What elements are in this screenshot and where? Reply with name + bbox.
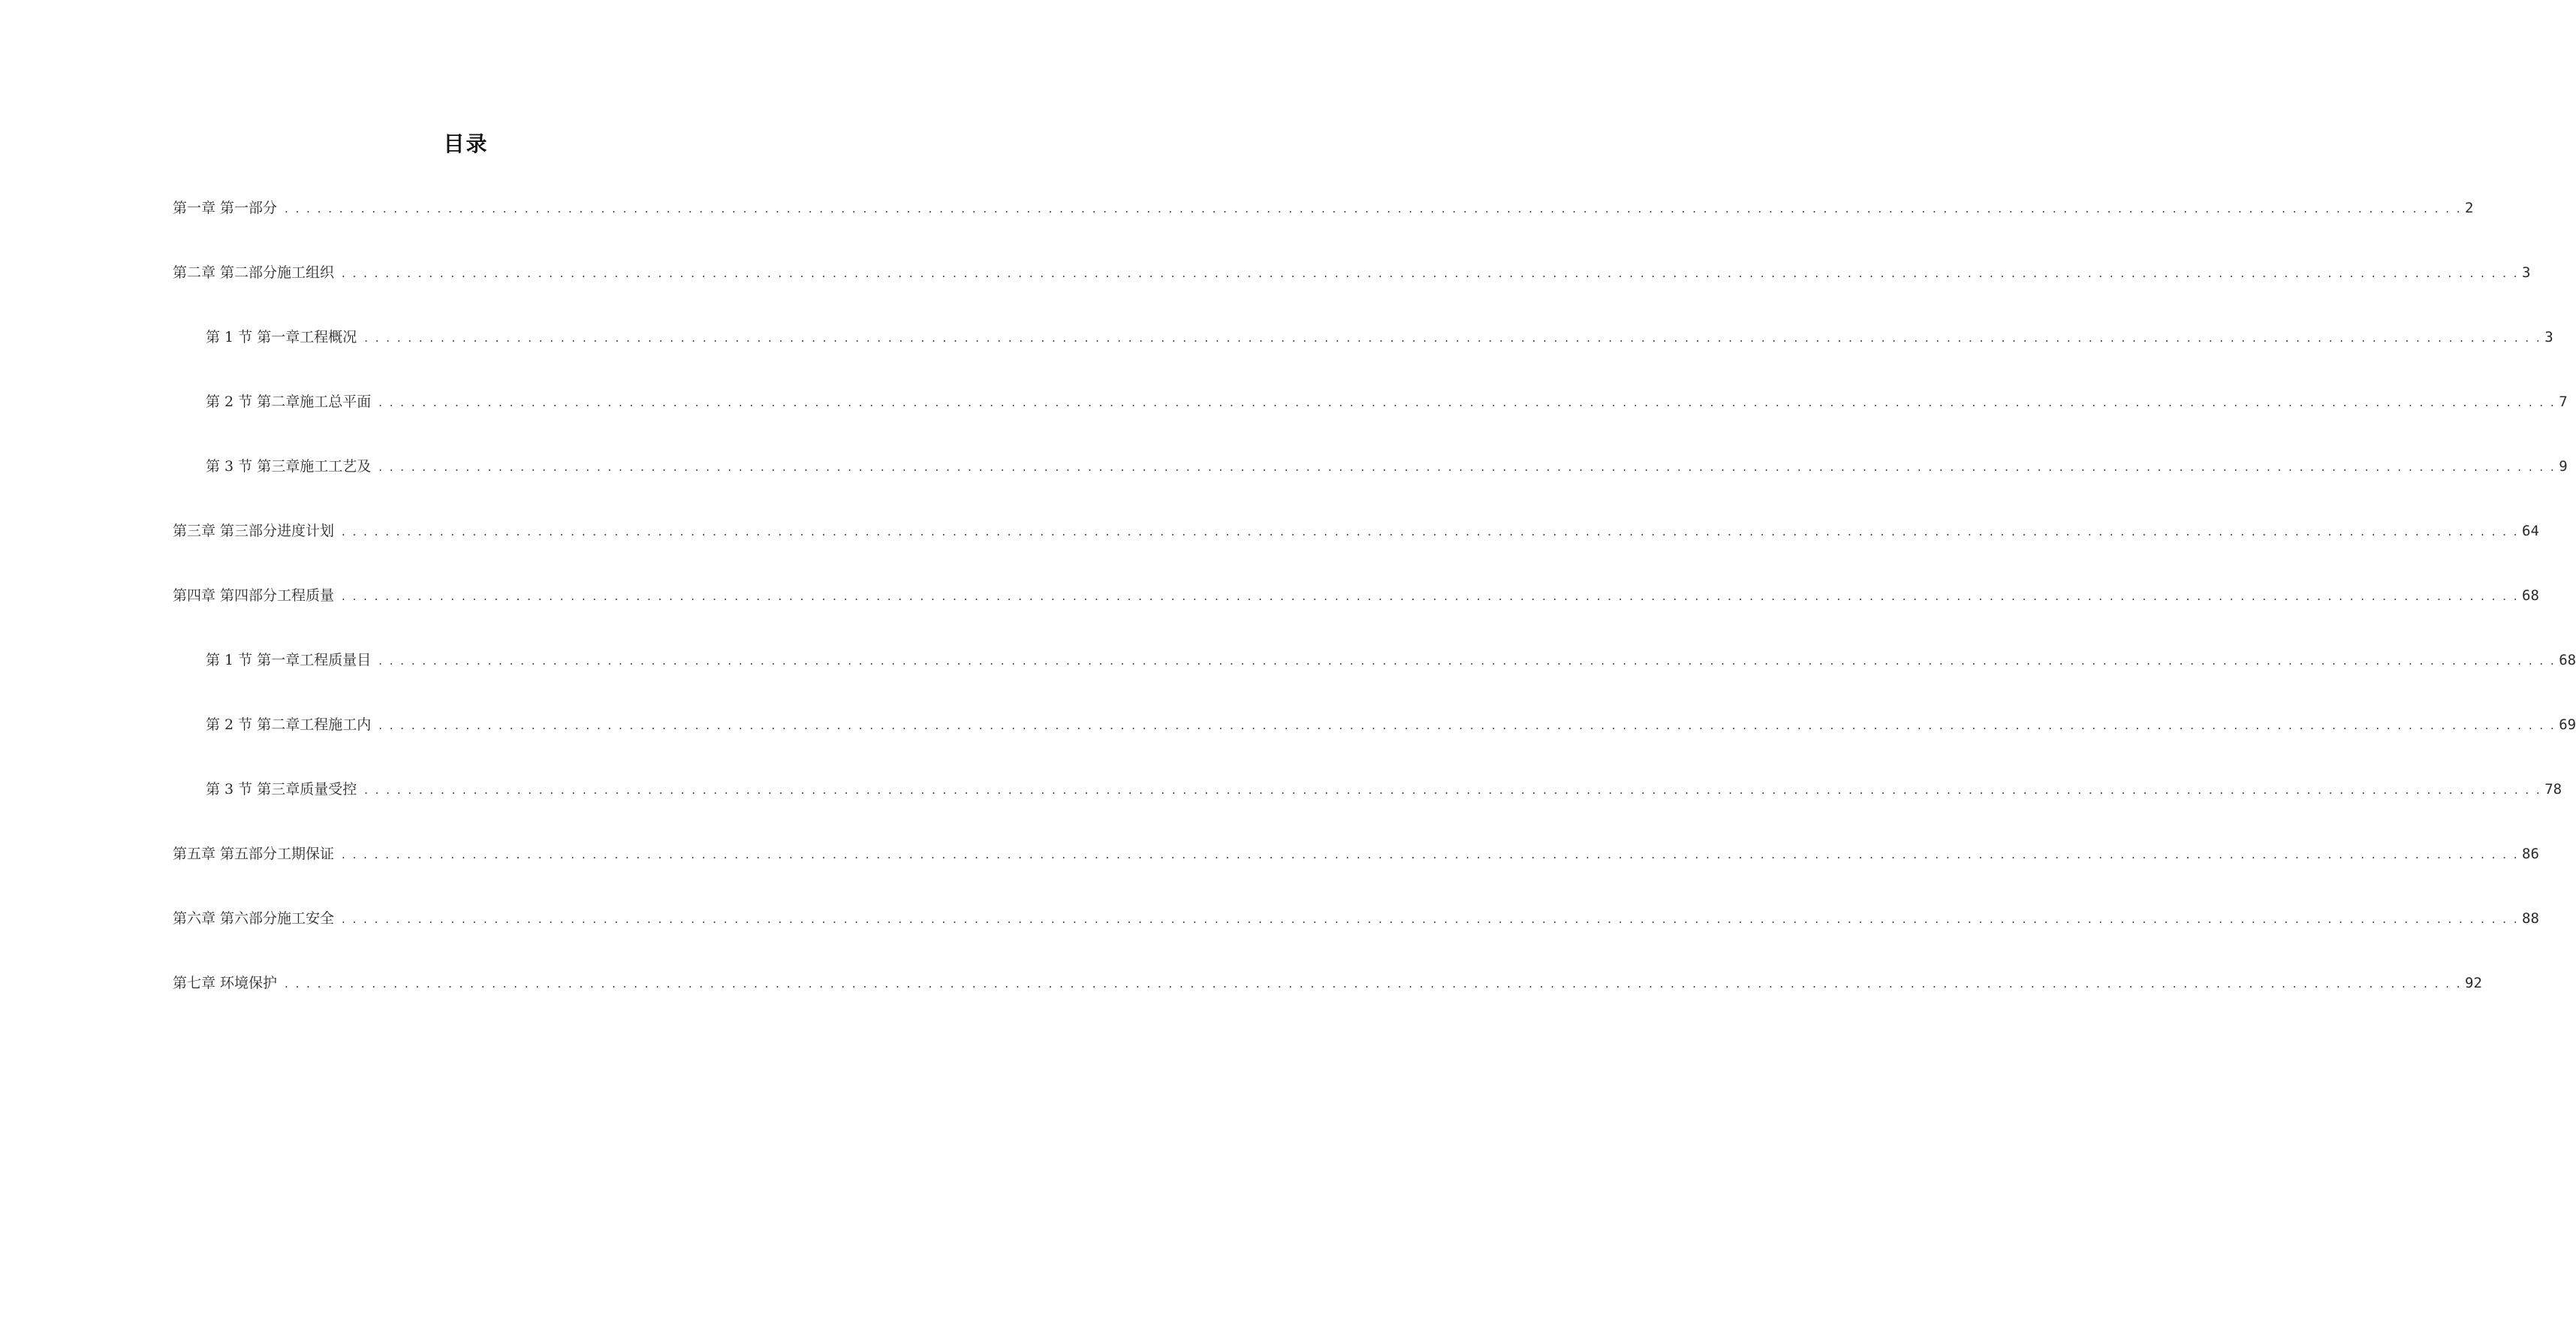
toc-entry-text: 第 1 节 第一章工程质量目 [206, 652, 372, 668]
toc-page-number: 92 [2465, 975, 2482, 991]
toc-page-number: 88 [2522, 910, 2539, 927]
toc-dot-leader: . . . . . . . . . . . . . . . . . . . . . . . . . . . . . . . . . . . . . . . . . . . . . . . . . . . . . . . . . . . . . . . . . . . . . . . . . . . . . . . . . . . . . . . . . . . . . . . . . . . . . . . . . . . . . . . . . . . . . . . . . . . . . . . . . . . . . . . . . . . . . . . . . . . . . . . . . . . . . . . . . . . . . . . . . . . . . . . . . . . . . . . . . . . . . . . . . . . . . . . . [342, 590, 2520, 603]
toc-chapter-entry[interactable] [173, 843, 2539, 865]
toc-section-entry[interactable] [206, 455, 2568, 478]
toc-page-number: 3 [2522, 264, 2531, 281]
toc-section-entry[interactable] [206, 649, 2576, 671]
toc-entry-text: 第六章 第六部分施工安全 [173, 910, 335, 927]
toc-dot-leader: . . . . . . . . . . . . . . . . . . . . . . . . . . . . . . . . . . . . . . . . . . . . . . . . . . . . . . . . . . . . . . . . . . . . . . . . . . . . . . . . . . . . . . . . . . . . . . . . . . . . . . . . . . . . . . . . . . . . . . . . . . . . . . . . . . . . . . . . . . . . . . . . . . . . . . . . . . . . . . . . . . . . . . . . . . . . . . . . . . . . . . . . . . . . . . . . . . . . . . . . [285, 977, 2463, 991]
toc-dot-leader: . . . . . . . . . . . . . . . . . . . . . . . . . . . . . . . . . . . . . . . . . . . . . . . . . . . . . . . . . . . . . . . . . . . . . . . . . . . . . . . . . . . . . . . . . . . . . . . . . . . . . . . . . . . . . . . . . . . . . . . . . . . . . . . . . . . . . . . . . . . . . . . . . . . . . . . . . . . . . . . . . . . . . . . . . . . . . . . . . . . . . . . . . . . . . . . . . . . . . . . . [342, 912, 2520, 926]
toc-section-entry[interactable] [206, 326, 2553, 348]
toc-dot-leader: . . . . . . . . . . . . . . . . . . . . . . . . . . . . . . . . . . . . . . . . . . . . . . . . . . . . . . . . . . . . . . . . . . . . . . . . . . . . . . . . . . . . . . . . . . . . . . . . . . . . . . . . . . . . . . . . . . . . . . . . . . . . . . . . . . . . . . . . . . . . . . . . . . . . . . . . . . . . . . . . . . . . . . . . . . . . . . . . . . . . . . . . . . . . . . . . . . . . . . . . [364, 783, 2542, 797]
toc-page-number: 9 [2559, 458, 2568, 475]
toc-chapter-entry[interactable] [173, 261, 2531, 284]
toc-page-number: 69 [2559, 716, 2576, 733]
toc-dot-leader: . . . . . . . . . . . . . . . . . . . . . . . . . . . . . . . . . . . . . . . . . . . . . . . . . . . . . . . . . . . . . . . . . . . . . . . . . . . . . . . . . . . . . . . . . . . . . . . . . . . . . . . . . . . . . . . . . . . . . . . . . . . . . . . . . . . . . . . . . . . . . . . . . . . . . . . . . . . . . . . . . . . . . . . . . . . . . . . . . . . . . . . . . . . . . . . . . . . . . . . . [378, 460, 2556, 474]
toc-page-number: 86 [2522, 846, 2539, 862]
toc-entry-text: 第 1 节 第一章工程概况 [206, 329, 357, 345]
toc-entry-text: 第三章 第三部分进度计划 [173, 523, 335, 539]
toc-dot-leader: . . . . . . . . . . . . . . . . . . . . . . . . . . . . . . . . . . . . . . . . . . . . . . . . . . . . . . . . . . . . . . . . . . . . . . . . . . . . . . . . . . . . . . . . . . . . . . . . . . . . . . . . . . . . . . . . . . . . . . . . . . . . . . . . . . . . . . . . . . . . . . . . . . . . . . . . . . . . . . . . . . . . . . . . . . . . . . . . . . . . . . . . . . . . . . . . . . . . . . . . [342, 848, 2520, 861]
toc-page-number: 78 [2544, 781, 2562, 798]
toc-dot-leader: . . . . . . . . . . . . . . . . . . . . . . . . . . . . . . . . . . . . . . . . . . . . . . . . . . . . . . . . . . . . . . . . . . . . . . . . . . . . . . . . . . . . . . . . . . . . . . . . . . . . . . . . . . . . . . . . . . . . . . . . . . . . . . . . . . . . . . . . . . . . . . . . . . . . . . . . . . . . . . . . . . . . . . . . . . . . . . . . . . . . . . . . . . . . . . . . . . . . . . . . [342, 267, 2520, 280]
toc-chapter-entry[interactable] [173, 907, 2539, 930]
toc-entry-text: 第七章 环境保护 [173, 975, 278, 991]
toc-page-number: 68 [2522, 587, 2539, 604]
toc-dot-leader: . . . . . . . . . . . . . . . . . . . . . . . . . . . . . . . . . . . . . . . . . . . . . . . . . . . . . . . . . . . . . . . . . . . . . . . . . . . . . . . . . . . . . . . . . . . . . . . . . . . . . . . . . . . . . . . . . . . . . . . . . . . . . . . . . . . . . . . . . . . . . . . . . . . . . . . . . . . . . . . . . . . . . . . . . . . . . . . . . . . . . . . . . . . . . . . . . . . . . . . . [378, 719, 2556, 732]
toc-chapter-entry[interactable] [173, 520, 2539, 542]
toc-title: 目录 [443, 131, 489, 156]
toc-section-entry[interactable] [206, 391, 2568, 413]
toc-page-number: 7 [2559, 394, 2568, 410]
toc-entry-text: 第一章 第一部分 [173, 200, 278, 216]
toc-chapter-entry[interactable] [173, 197, 2474, 219]
toc-chapter-entry[interactable] [173, 972, 2482, 994]
toc-dot-leader: . . . . . . . . . . . . . . . . . . . . . . . . . . . . . . . . . . . . . . . . . . . . . . . . . . . . . . . . . . . . . . . . . . . . . . . . . . . . . . . . . . . . . . . . . . . . . . . . . . . . . . . . . . . . . . . . . . . . . . . . . . . . . . . . . . . . . . . . . . . . . . . . . . . . . . . . . . . . . . . . . . . . . . . . . . . . . . . . . . . . . . . . . . . . . . . . . . . . . . . . [285, 202, 2463, 216]
toc-dot-leader: . . . . . . . . . . . . . . . . . . . . . . . . . . . . . . . . . . . . . . . . . . . . . . . . . . . . . . . . . . . . . . . . . . . . . . . . . . . . . . . . . . . . . . . . . . . . . . . . . . . . . . . . . . . . . . . . . . . . . . . . . . . . . . . . . . . . . . . . . . . . . . . . . . . . . . . . . . . . . . . . . . . . . . . . . . . . . . . . . . . . . . . . . . . . . . . . . . . . . . . . [342, 525, 2520, 538]
toc-section-entry[interactable] [206, 778, 2562, 801]
toc-page-number: 68 [2559, 652, 2576, 668]
toc-entry-text: 第 3 节 第三章质量受控 [206, 781, 357, 798]
toc-entry-text: 第 3 节 第三章施工工艺及 [206, 458, 372, 475]
toc-entry-text: 第 2 节 第二章施工总平面 [206, 394, 372, 410]
toc-page-number: 64 [2522, 523, 2539, 539]
toc-page-number: 2 [2465, 200, 2474, 216]
toc-dot-leader: . . . . . . . . . . . . . . . . . . . . . . . . . . . . . . . . . . . . . . . . . . . . . . . . . . . . . . . . . . . . . . . . . . . . . . . . . . . . . . . . . . . . . . . . . . . . . . . . . . . . . . . . . . . . . . . . . . . . . . . . . . . . . . . . . . . . . . . . . . . . . . . . . . . . . . . . . . . . . . . . . . . . . . . . . . . . . . . . . . . . . . . . . . . . . . . . . . . . . . . . [378, 654, 2556, 668]
toc-dot-leader: . . . . . . . . . . . . . . . . . . . . . . . . . . . . . . . . . . . . . . . . . . . . . . . . . . . . . . . . . . . . . . . . . . . . . . . . . . . . . . . . . . . . . . . . . . . . . . . . . . . . . . . . . . . . . . . . . . . . . . . . . . . . . . . . . . . . . . . . . . . . . . . . . . . . . . . . . . . . . . . . . . . . . . . . . . . . . . . . . . . . . . . . . . . . . . . . . . . . . . . . [364, 331, 2542, 345]
toc-section-entry[interactable] [206, 713, 2576, 736]
toc-page-number: 3 [2544, 329, 2553, 345]
toc-entry-text: 第五章 第五部分工期保证 [173, 846, 335, 862]
toc-dot-leader: . . . . . . . . . . . . . . . . . . . . . . . . . . . . . . . . . . . . . . . . . . . . . . . . . . . . . . . . . . . . . . . . . . . . . . . . . . . . . . . . . . . . . . . . . . . . . . . . . . . . . . . . . . . . . . . . . . . . . . . . . . . . . . . . . . . . . . . . . . . . . . . . . . . . . . . . . . . . . . . . . . . . . . . . . . . . . . . . . . . . . . . . . . . . . . . . . . . . . . . . [378, 396, 2556, 409]
toc-entry-text: 第 2 节 第二章工程施工内 [206, 716, 372, 733]
toc-entry-text: 第四章 第四部分工程质量 [173, 587, 335, 604]
toc-chapter-entry[interactable] [173, 584, 2539, 607]
toc-entry-text: 第二章 第二部分施工组织 [173, 264, 335, 281]
